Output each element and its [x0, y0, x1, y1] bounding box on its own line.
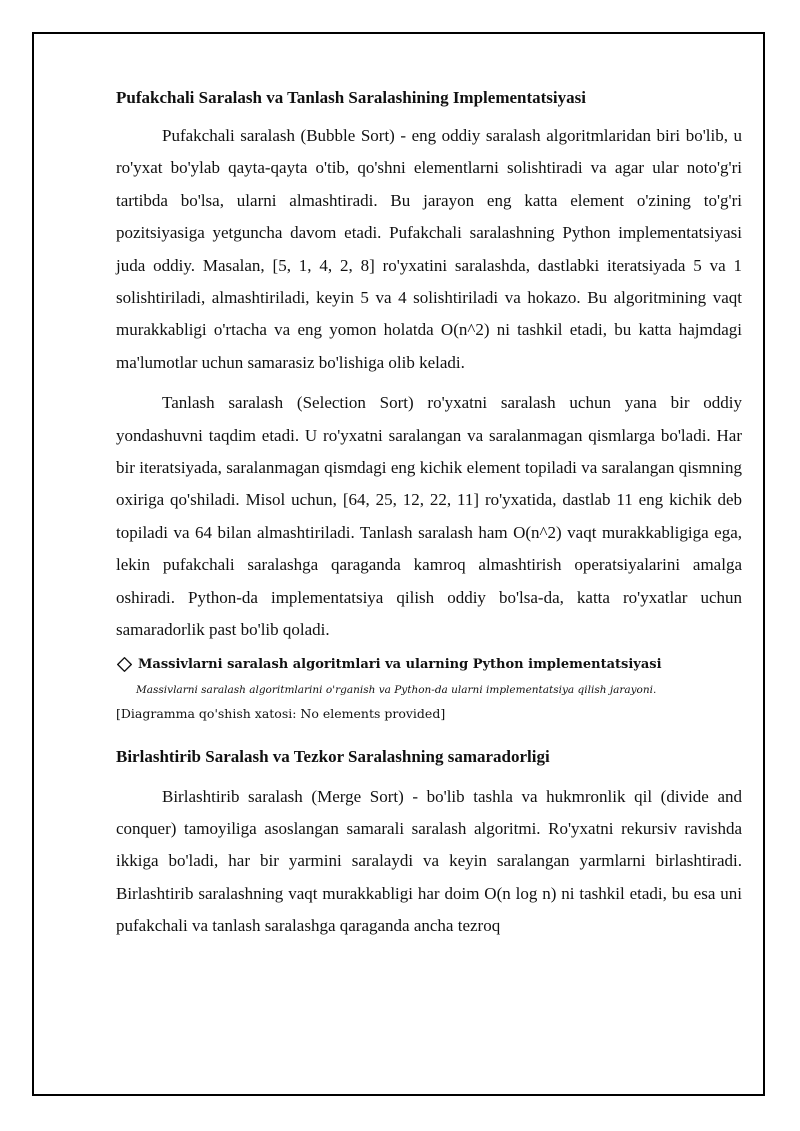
diagram-title-text: Massivlarni saralash algoritmlari va ularning Python implementatsiyasi [138, 656, 662, 672]
diamond-icon [116, 656, 133, 673]
document-content [116, 86, 742, 943]
paragraph-selection-sort: Tanlash saralash (Selection Sort) ro'yxatni saralash uchun yana bir oddiy yondashuvni taqdim etadi. U ro'yxatni saralangan va saralanmagan qismlarga bo'ladi. Har bir iteratsiyada, saralanmagan qismdagi eng kichik element topiladi va saralangan qismning oxiriga qo'shiladi. Misol uchun, [64, 25, 12, 22, 11] ro'yxatida, dastlab 11 eng kichik deb topiladi va 64 bilan almashtiriladi. Tanlash saralash ham O(n^2) vaqt murakkabligiga ega, lekin pufakchali saralashga qaraganda kamroq almashtirish operatsiyalarini amalga oshiradi. Python-da implementatsiya qilish oddiy bo'lsa-da, katta ro'yxatlar uchun samaradorlik past bo'lib qoladi. [116, 393, 742, 640]
diagram-caption: Massivlarni saralash algoritmlarini o'rganish va Python-da ularni implementatsiya qilish jarayoni. [136, 683, 657, 696]
diagram-error-message: [Diagramma qo'shish xatosi: No elements provided] [116, 705, 446, 721]
paragraph-bubble-sort: Pufakchali saralash (Bubble Sort) - eng oddiy saralash algoritmlaridan biri bo'lib, u ro'yxat bo'ylab qayta-qayta o'tib, qo'shni elementlarni solishtiradi va agar ular noto'g'ri tartibda bo'lsa, ularni almashtiradi. Bu jarayon eng katta element o'zining to'g'ri pozitsiyasiga yetguncha davom etadi. Pufakchali saralashning Python implementatsiyasi juda oddiy. Masalan, [5, 1, 4, 2, 8] ro'yxatini saralashda, dastlabki iteratsiyada 5 va 1 solishtiriladi, almashtiriladi, keyin 5 va 4 solishtiriladi va hokazo. Bu algoritmining vaqt murakkabligi o'rtacha va eng yomon holatda O(n^2) ni tashkil etadi, bu katta hajmdagi ma'lumotlar uchun samarasiz bo'lishiga olib keladi. [116, 126, 742, 372]
paragraph-merge-sort: Birlashtirib saralash (Merge Sort) - bo'lib tashla va hukmronlik qil (divide and conquer) tamoyiliga asoslangan samarali saralash algoritmi. Ro'yxatni rekursiv ravishda ikkiga bo'ladi, har bir yarmini saralaydi va keyin saralangan yarmlarni birlashtiradi. Birlashtirib saralashning vaqt murakkabligi har doim O(n log n) ni tashkil etadi, bu esa uni pufakchali va tanlash saralashga qaraganda ancha tezroq [116, 786, 742, 936]
section-heading-merge-quick: Birlashtirib Saralash va Tezkor Saralashning samaradorligi [116, 746, 550, 766]
diagram-title [116, 655, 742, 675]
section-heading-bubble-selection: Pufakchali Saralash va Tanlash Saralashining Implementatsiyasi [116, 88, 586, 107]
